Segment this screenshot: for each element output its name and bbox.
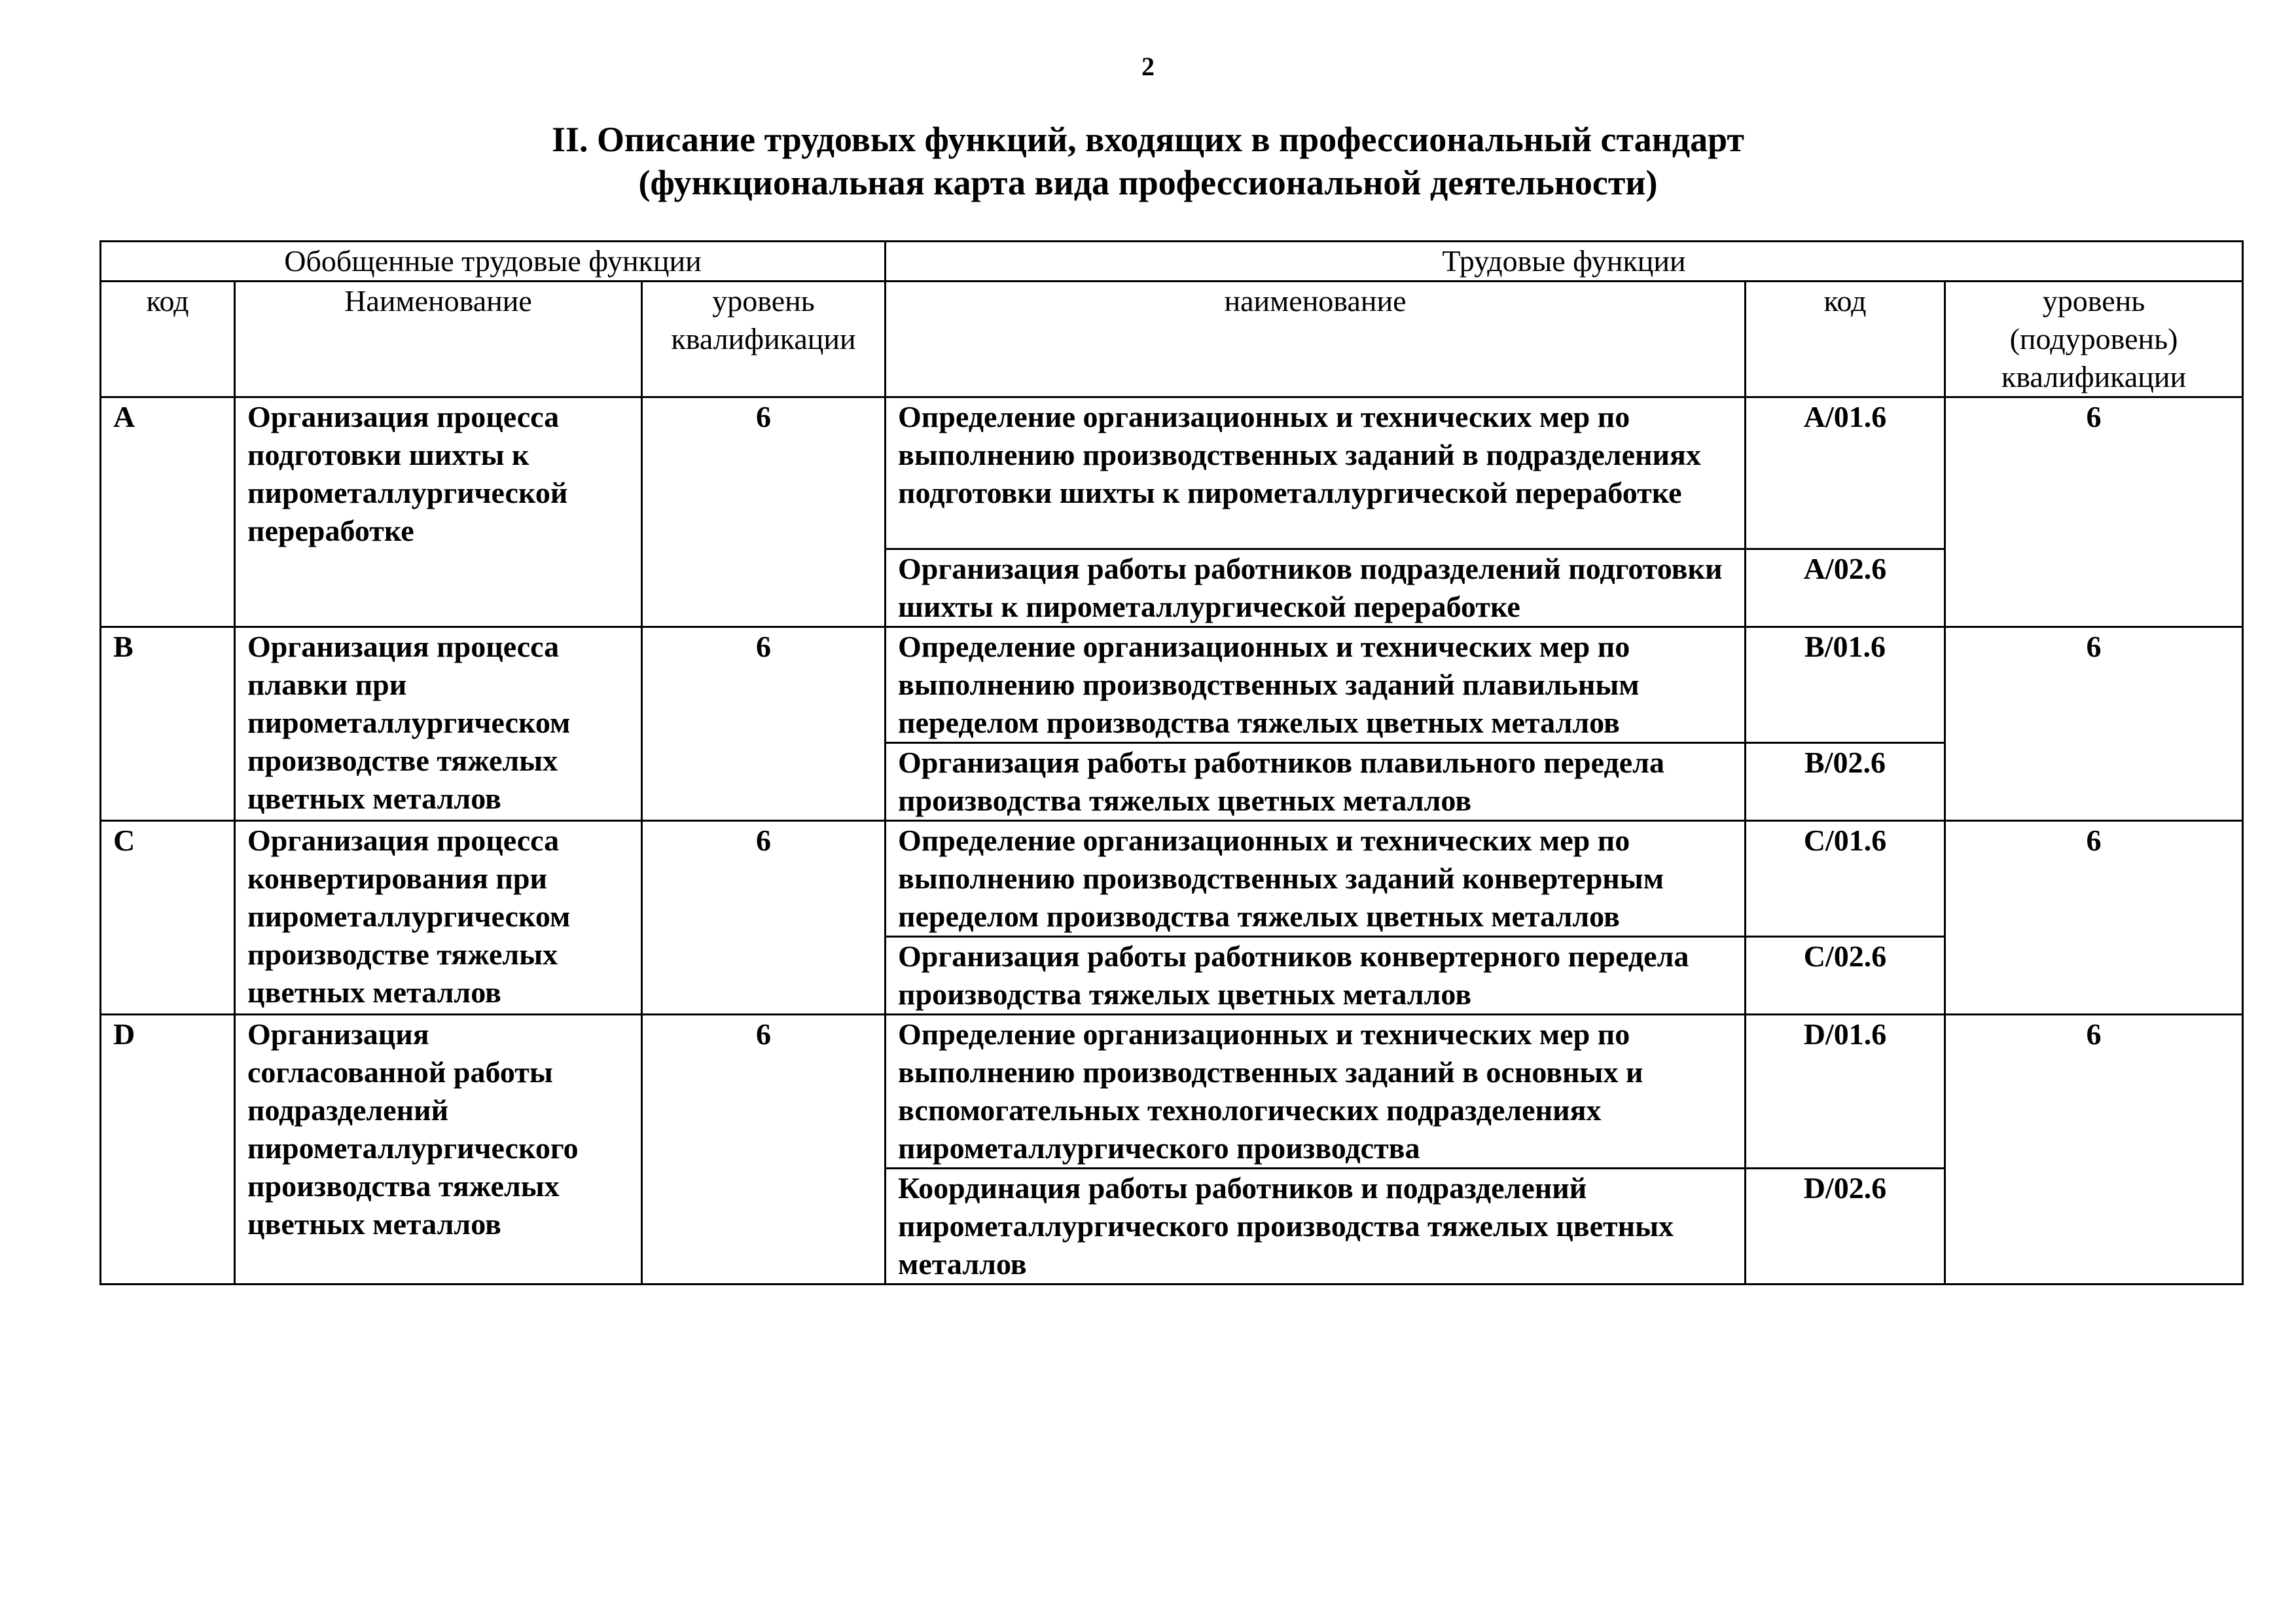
- group-header-functions: Трудовые функции: [886, 242, 2243, 282]
- tf-code: A/01.6: [1746, 397, 1945, 549]
- table-row: [101, 821, 2243, 937]
- functional-map-table: [99, 240, 2244, 1285]
- tf-level: 6: [1945, 1015, 2243, 1285]
- column-header-tf-code: код: [1746, 282, 1945, 397]
- gtf-level: 6: [642, 627, 886, 821]
- tf-code: A/02.6: [1746, 549, 1945, 627]
- tf-code: D/01.6: [1746, 1015, 1945, 1169]
- column-header-name: Наименование: [235, 282, 642, 397]
- tf-level: 6: [1945, 397, 2243, 627]
- gtf-level: 6: [642, 821, 886, 1015]
- group-header-row: [101, 242, 2243, 282]
- gtf-code: C: [101, 821, 235, 1015]
- tf-name: Определение организационных и технических мер по выполнению производственных заданий в основных и вспомогательных технологических подразделениях пирометаллургического производства: [886, 1015, 1746, 1169]
- tf-name: Определение организационных и технических мер по выполнению производственных заданий плавильным переделом производства тяжелых цветных металлов: [886, 627, 1746, 743]
- tf-name: Организация работы работников плавильного передела производства тяжелых цветных металлов: [886, 743, 1746, 821]
- group-header-generalized: Обобщенные трудовые функции: [101, 242, 886, 282]
- section-title-line-1: II. Описание трудовых функций, входящих в профессиональный стандарт: [552, 120, 1744, 159]
- table-row: [101, 627, 2243, 743]
- gtf-level: 6: [642, 1015, 886, 1285]
- gtf-name: Организация процесса плавки при пирометаллургическом производстве тяжелых цветных металлов: [235, 627, 642, 821]
- gtf-level: 6: [642, 397, 886, 627]
- tf-level: 6: [1945, 627, 2243, 821]
- tf-name: Координация работы работников и подразделений пирометаллургического производства тяжелых цветных металлов: [886, 1169, 1746, 1285]
- gtf-code: B: [101, 627, 235, 821]
- table-row: [101, 397, 2243, 549]
- table-row: [101, 1015, 2243, 1169]
- column-header-tf-name: наименование: [886, 282, 1746, 397]
- tf-level: 6: [1945, 821, 2243, 1015]
- tf-code: D/02.6: [1746, 1169, 1945, 1285]
- gtf-name: Организация процесса подготовки шихты к пирометаллургической переработке: [235, 397, 642, 627]
- tf-name: Организация работы работников подразделений подготовки шихты к пирометаллургической переработке: [886, 549, 1746, 627]
- page-number: 2: [1141, 52, 1155, 81]
- column-header-tf-level: уровень (подуровень) квалификации: [1945, 282, 2243, 397]
- tf-code: B/02.6: [1746, 743, 1945, 821]
- column-header-code: код: [101, 282, 235, 397]
- gtf-code: A: [101, 397, 235, 627]
- tf-name: Определение организационных и технических мер по выполнению производственных заданий конвертерным переделом производства тяжелых цветных металлов: [886, 821, 1746, 937]
- section-title-line-2: (функциональная карта вида профессиональной деятельности): [638, 163, 1658, 202]
- tf-code: B/01.6: [1746, 627, 1945, 743]
- tf-name: Определение организационных и технических мер по выполнению производственных заданий в подразделениях подготовки шихты к пирометаллургической переработке: [886, 397, 1746, 549]
- column-header-row: [101, 282, 2243, 397]
- gtf-code: D: [101, 1015, 235, 1285]
- tf-code: C/01.6: [1746, 821, 1945, 937]
- gtf-name: Организация процесса конвертирования при пирометаллургическом производстве тяжелых цветных металлов: [235, 821, 642, 1015]
- gtf-name: Организация согласованной работы подразделений пирометаллургического производства тяжелых цветных металлов: [235, 1015, 642, 1285]
- column-header-level: уровень квалификации: [642, 282, 886, 397]
- tf-code: C/02.6: [1746, 937, 1945, 1015]
- tf-name: Организация работы работников конвертерного передела производства тяжелых цветных металлов: [886, 937, 1746, 1015]
- section-title: [0, 118, 2296, 204]
